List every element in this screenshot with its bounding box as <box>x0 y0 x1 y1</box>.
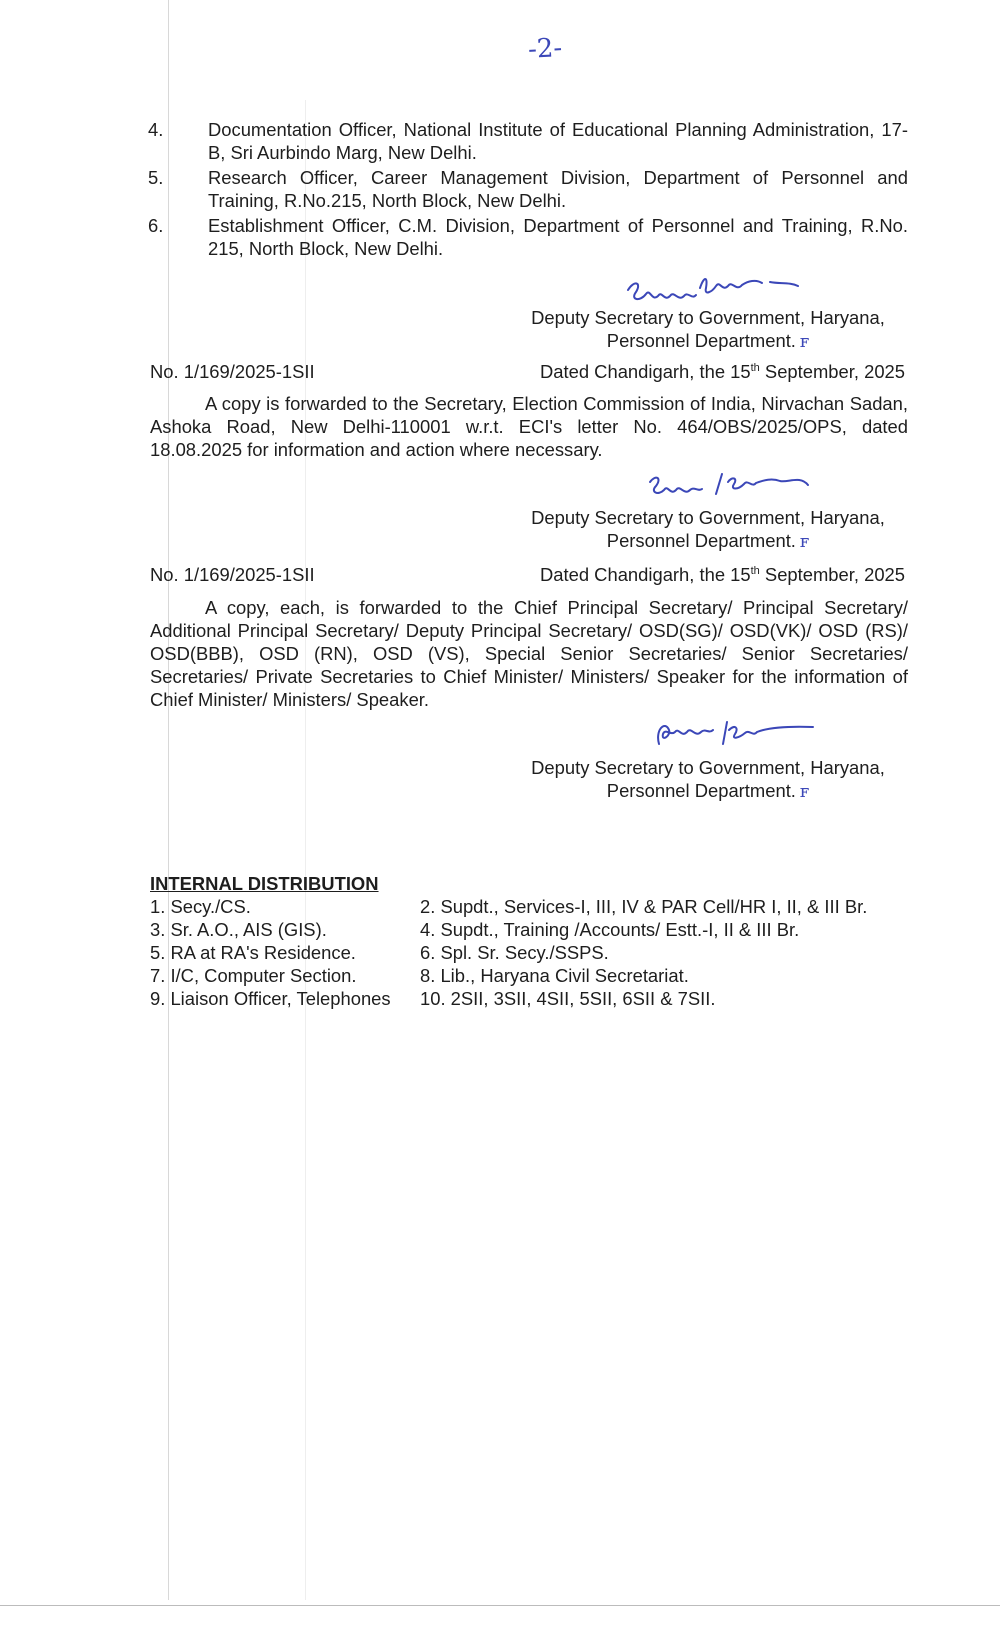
list-item <box>148 214 908 260</box>
designation-line: Personnel Department. ꜰ <box>606 330 810 352</box>
signatory-designation <box>518 306 898 353</box>
list-item <box>148 118 908 164</box>
memo-reference-row <box>150 360 905 383</box>
fold-line <box>305 100 306 1600</box>
distribution-row <box>150 941 910 964</box>
distribution-entry: 2. Supdt., Services-I, III, IV & PAR Cell/HR I, II, & III Br. <box>420 896 868 917</box>
distribution-entry: 10. 2SII, 3SII, 4SII, 5SII, 6SII & 7SII. <box>420 988 716 1009</box>
list-item-number: 5. <box>148 167 164 188</box>
memo-paragraph: A copy is forwarded to the Secretary, Election Commission of India, Nirvachan Sadan, Ashoka Road, New Delhi-110001 w.r.t. ECI's letter No. 464/OBS/2025/OPS, dated 18.08.2025 for information and action where necessary. <box>150 393 908 460</box>
distribution-row <box>150 895 910 918</box>
internal-distribution-heading: INTERNAL DISTRIBUTION <box>150 873 379 894</box>
distribution-entry: 8. Lib., Haryana Civil Secretariat. <box>420 965 689 986</box>
distribution-row <box>150 987 910 1010</box>
distribution-entry: 1. Secy./CS. <box>150 896 251 917</box>
list-item-text: Establishment Officer, C.M. Division, Department of Personnel and Training, R.No. 215, North Block, New Delhi. <box>208 215 908 259</box>
signatory-designation <box>518 756 898 803</box>
distribution-entry: 9. Liaison Officer, Telephones <box>150 988 391 1009</box>
distribution-entry: 7. I/C, Computer Section. <box>150 965 357 986</box>
designation-line: Deputy Secretary to Government, Haryana, <box>531 757 885 778</box>
list-item-text: Documentation Officer, National Institute of Educational Planning Administration, 17-B, Sri Aurbindo Marg, New Delhi. <box>208 119 908 163</box>
initial-mark-icon: ꜰ <box>799 781 810 802</box>
designation-line: Deputy Secretary to Government, Haryana, <box>531 307 885 328</box>
designation-line: Personnel Department. ꜰ <box>606 780 810 802</box>
memo-paragraph: A copy, each, is forwarded to the Chief Principal Secretary/ Principal Secretary/ Additional Principal Secretary/ Deputy Principal Secretary/ OSD(SG)/ OSD(VK)/ OSD (RS)/ OSD(BBB), OSD (RN), OSD (VS), Special Senior Secretaries/ Senior Secretaries/ Secretaries/ Private Secretaries to Chief Minister/ Ministers/ Speaker for the information of Chief Minister/ Ministers/ Speaker. <box>150 597 908 710</box>
distribution-entry: 4. Supdt., Training /Accounts/ Estt.-I, II & III Br. <box>420 919 800 940</box>
designation-line: Deputy Secretary to Government, Haryana, <box>531 507 885 528</box>
list-item-text: Research Officer, Career Management Division, Department of Personnel and Training, R.No.215, North Block, New Delhi. <box>208 167 908 211</box>
handwritten-signature <box>620 268 840 308</box>
signatory-designation <box>518 506 898 553</box>
page-number: -2- <box>527 33 563 65</box>
designation-line: Personnel Department. ꜰ <box>606 530 810 552</box>
list-item <box>148 166 908 212</box>
memo-date: Dated Chandigarh, the 15th September, 2025 <box>540 564 905 585</box>
distribution-entry: 6. Spl. Sr. Secy./SSPS. <box>420 942 609 963</box>
distribution-entry: 5. RA at RA's Residence. <box>150 942 356 963</box>
initial-mark-icon: ꜰ <box>799 531 810 552</box>
memo-date: Dated Chandigarh, the 15th September, 2025 <box>540 361 905 382</box>
list-item-number: 4. <box>148 119 164 140</box>
reference-number: No. 1/169/2025-1SII <box>150 361 315 382</box>
reference-number: No. 1/169/2025-1SII <box>150 564 315 585</box>
page-bottom-edge <box>0 1605 1000 1606</box>
initial-mark-icon: ꜰ <box>799 331 810 352</box>
list-item-number: 6. <box>148 215 164 236</box>
handwritten-signature <box>642 468 882 504</box>
handwritten-signature <box>645 714 885 754</box>
distribution-row <box>150 918 910 941</box>
distribution-entry: 3. Sr. A.O., AIS (GIS). <box>150 919 327 940</box>
distribution-row <box>150 964 910 987</box>
memo-reference-row <box>150 563 905 586</box>
